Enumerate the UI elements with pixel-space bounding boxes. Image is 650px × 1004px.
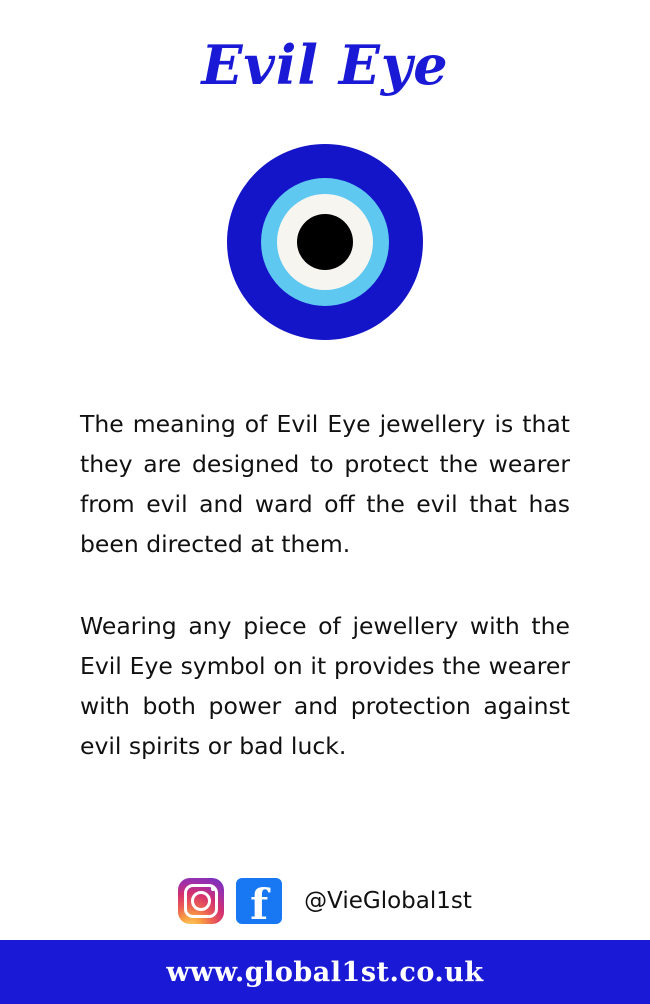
instagram-frame [184, 884, 218, 918]
facebook-icon[interactable] [236, 878, 282, 929]
facebook-glyph: f [250, 880, 269, 929]
evil-eye-icon [227, 144, 423, 340]
body-text [80, 404, 570, 766]
paragraph-2: Wearing any piece of jewellery with the Evil Eye symbol on it provides the wearer with both power and protection against evil spirits or bad luck. [80, 612, 570, 760]
paragraph-1: The meaning of Evil Eye jewellery is that they are designed to protect the wearer from evil and ward off the evil that has been directed at them. [80, 410, 570, 558]
evil-eye-graphic [227, 144, 423, 340]
footer-bar [0, 940, 650, 1004]
instagram-icon[interactable] [178, 878, 224, 924]
social-handle: @VieGlobal1st [304, 888, 472, 914]
social-row [0, 878, 650, 929]
website-url[interactable]: www.global1st.co.uk [166, 956, 484, 988]
page-title: Evil Eye [201, 33, 449, 97]
